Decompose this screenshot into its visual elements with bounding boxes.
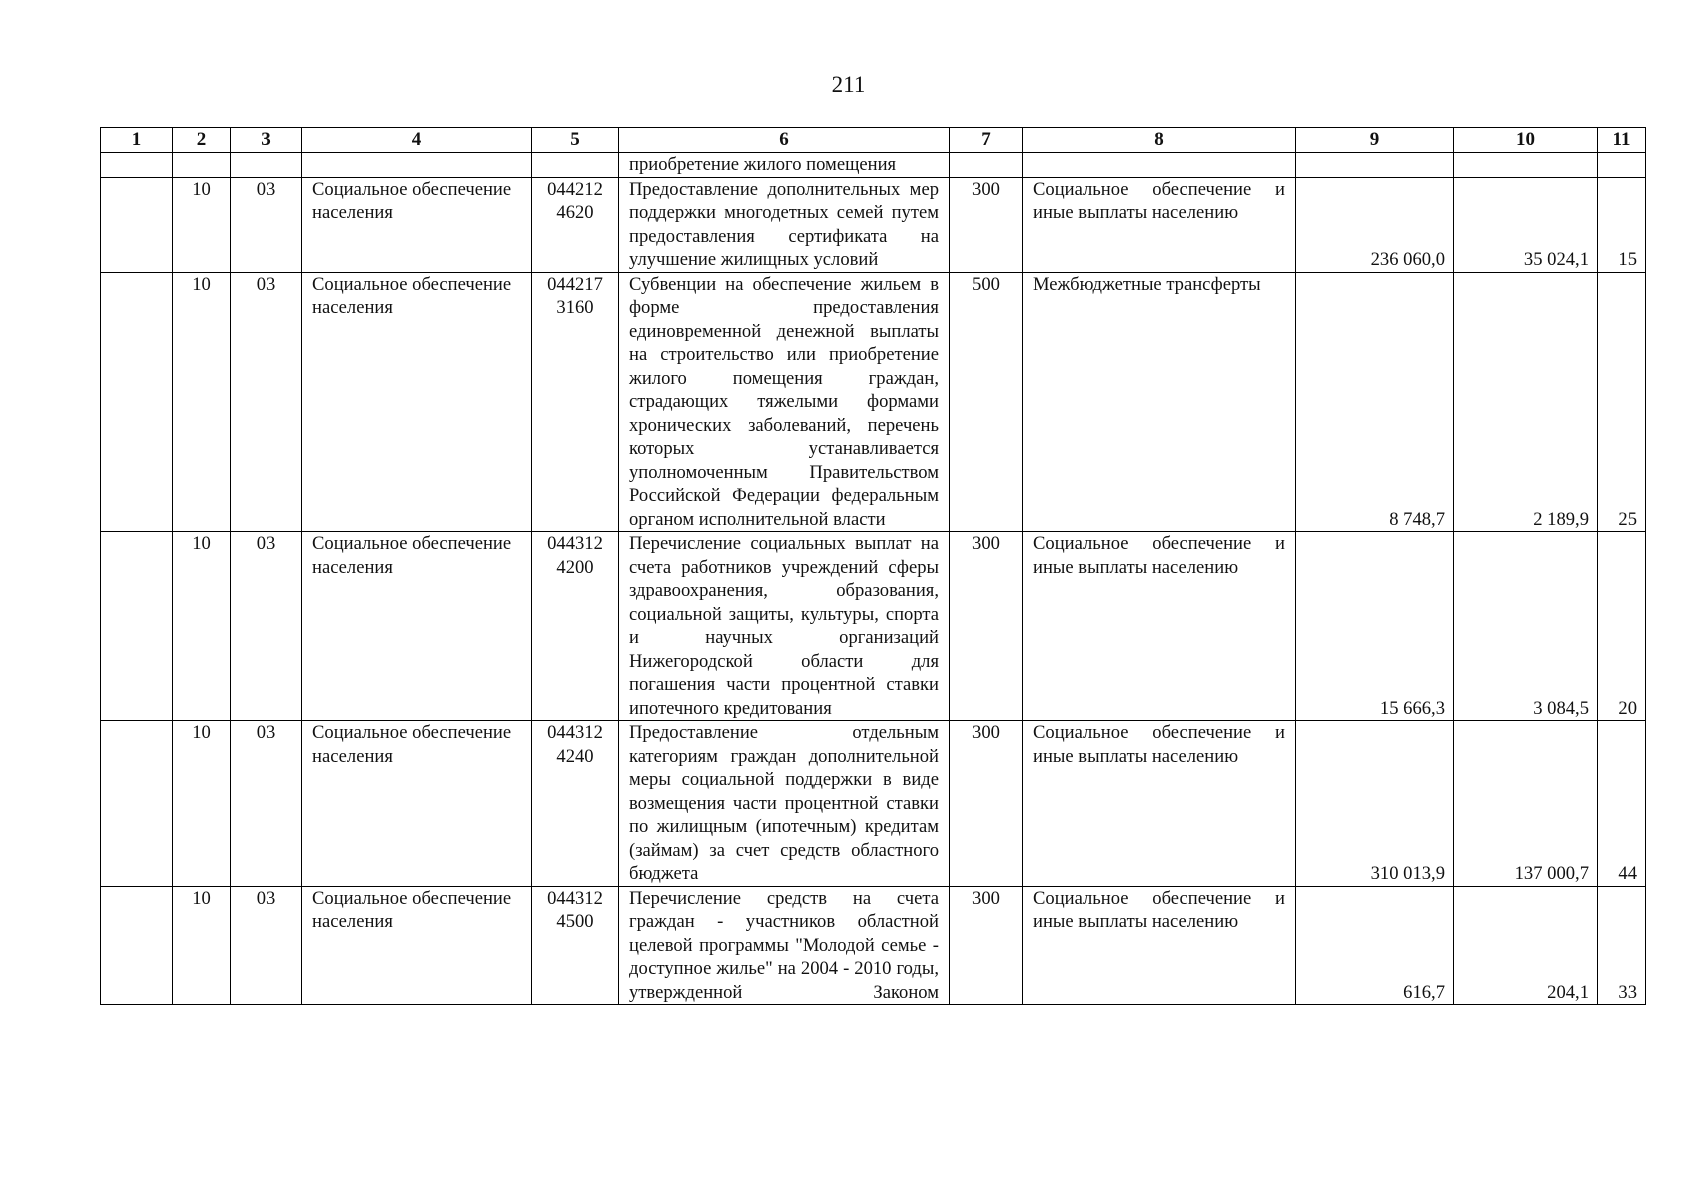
cell-percent: 20 bbox=[1598, 532, 1646, 721]
cell-amount: 310 013,9 bbox=[1296, 721, 1454, 887]
header-row bbox=[101, 128, 1646, 153]
target-code-part1: 044312 bbox=[547, 533, 603, 554]
cell-expense-type: 500 bbox=[950, 272, 1023, 532]
cell-subsection: 03 bbox=[231, 532, 302, 721]
column-header: 10 bbox=[1454, 128, 1598, 153]
target-code-part2: 3160 bbox=[556, 297, 594, 318]
column-header: 3 bbox=[231, 128, 302, 153]
target-code-part1: 044312 bbox=[547, 722, 603, 743]
cell-amount-2: 204,1 bbox=[1454, 886, 1598, 1005]
cell-section: 10 bbox=[173, 721, 231, 887]
target-code-part1: 044212 bbox=[547, 178, 603, 200]
cell-target-code bbox=[532, 721, 619, 887]
cell-amount-2: 2 189,9 bbox=[1454, 272, 1598, 532]
cell-expense-name: Социальное обеспечение и иные выплаты населению bbox=[1023, 177, 1296, 272]
cell-expense-type: 300 bbox=[950, 721, 1023, 887]
cell-subsection: 03 bbox=[231, 177, 302, 272]
cell-description: Предоставление дополнительных мер поддержки многодетных семей путем предоставления сертификата на улучшение жилищных условий bbox=[619, 177, 950, 272]
cell-target-code bbox=[532, 532, 619, 721]
column-header: 7 bbox=[950, 128, 1023, 153]
cell-expense-type: 300 bbox=[950, 177, 1023, 272]
table-row bbox=[101, 532, 1646, 721]
target-code-part1: 044217 bbox=[547, 273, 603, 295]
table-row bbox=[101, 272, 1646, 532]
cell-expense-type: 300 bbox=[950, 886, 1023, 1005]
cell-expense-name: Межбюджетные трансферты bbox=[1023, 272, 1296, 532]
column-header: 11 bbox=[1598, 128, 1646, 153]
table-row bbox=[101, 721, 1646, 887]
cell-expense-name: Социальное обеспечение и иные выплаты населению bbox=[1023, 721, 1296, 887]
column-header: 6 bbox=[619, 128, 950, 153]
cell-section: 10 bbox=[173, 886, 231, 1005]
column-header: 8 bbox=[1023, 128, 1296, 153]
page-number: 211 bbox=[831, 72, 866, 97]
column-header: 2 bbox=[173, 128, 231, 153]
column-header: 9 bbox=[1296, 128, 1454, 153]
cell-description: Субвенции на обеспечение жильем в форме предоставления единовременной денежной выплаты на строительство или приобретение жилого помещения граждан, страдающих тяжелыми формами хронических заболеваний, перечень которых устанавливается уполномоченным Правительством Российской Федерации федеральным органом исполнительной власти bbox=[619, 272, 950, 532]
cell-percent: 33 bbox=[1598, 886, 1646, 1005]
budget-table bbox=[100, 127, 1646, 1005]
cell-percent: 44 bbox=[1598, 721, 1646, 887]
cell-expense-type: 300 bbox=[950, 532, 1023, 721]
cell-amount: 616,7 bbox=[1296, 886, 1454, 1005]
cell-section: 10 bbox=[173, 272, 231, 532]
cell-section: 10 bbox=[173, 532, 231, 721]
cell-expense-name: Социальное обеспечение и иные выплаты населению bbox=[1023, 532, 1296, 721]
cell-target-code bbox=[532, 272, 619, 532]
target-code-part2: 4240 bbox=[556, 745, 594, 767]
cell-description: Перечисление социальных выплат на счета работников учреждений сферы здравоохранения, образования, социальной защиты, культуры, спорта и научных организаций Нижегородской области для погашения части процентной ставки ипотечного кредитования bbox=[619, 532, 950, 721]
continuation-text: приобретение жилого помещения bbox=[619, 153, 950, 178]
cell-percent: 25 bbox=[1598, 272, 1646, 532]
cell-amount: 8 748,7 bbox=[1296, 272, 1454, 532]
cell-amount: 15 666,3 bbox=[1296, 532, 1454, 721]
cell-subsection: 03 bbox=[231, 721, 302, 887]
cell-description: Перечисление средств на счета граждан - участников областной целевой программы "Молодой семье - доступное жилье" на 2004 - 2010 годы, утвержденной Законом bbox=[619, 886, 950, 1005]
column-header: 4 bbox=[302, 128, 532, 153]
cell-description: Предоставление отдельным категориям граждан дополнительной меры социальной поддержки в виде возмещения части процентной ставки по жилищным (ипотечным) кредитам (займам) за счет средств областного бюджета bbox=[619, 721, 950, 887]
cell-target-code bbox=[532, 886, 619, 1005]
target-code-part2: 4200 bbox=[556, 556, 594, 578]
continuation-row bbox=[101, 153, 1646, 178]
cell-amount: 236 060,0 bbox=[1296, 177, 1454, 272]
cell-subsection: 03 bbox=[231, 272, 302, 532]
column-header: 5 bbox=[532, 128, 619, 153]
cell-subsection: 03 bbox=[231, 886, 302, 1005]
cell-subsection-name: Социальное обеспечение населения bbox=[302, 532, 532, 721]
cell-subsection-name: Социальное обеспечение населения bbox=[302, 886, 532, 1005]
target-code-part2: 4500 bbox=[556, 911, 594, 932]
cell-expense-name: Социальное обеспечение и иные выплаты населению bbox=[1023, 886, 1296, 1005]
cell-amount-2: 3 084,5 bbox=[1454, 532, 1598, 721]
cell-percent: 15 bbox=[1598, 177, 1646, 272]
column-header: 1 bbox=[101, 128, 173, 153]
target-code-part2: 4620 bbox=[556, 202, 594, 223]
cell-subsection-name: Социальное обеспечение населения bbox=[302, 721, 532, 887]
target-code-part1: 044312 bbox=[547, 887, 603, 909]
cell-subsection-name: Социальное обеспечение населения bbox=[302, 272, 532, 532]
table-row bbox=[101, 177, 1646, 272]
cell-section: 10 bbox=[173, 177, 231, 272]
cell-subsection-name: Социальное обеспечение населения bbox=[302, 177, 532, 272]
cell-target-code bbox=[532, 177, 619, 272]
table-row bbox=[101, 886, 1646, 1005]
cell-amount-2: 137 000,7 bbox=[1454, 721, 1598, 887]
cell-amount-2: 35 024,1 bbox=[1454, 177, 1598, 272]
